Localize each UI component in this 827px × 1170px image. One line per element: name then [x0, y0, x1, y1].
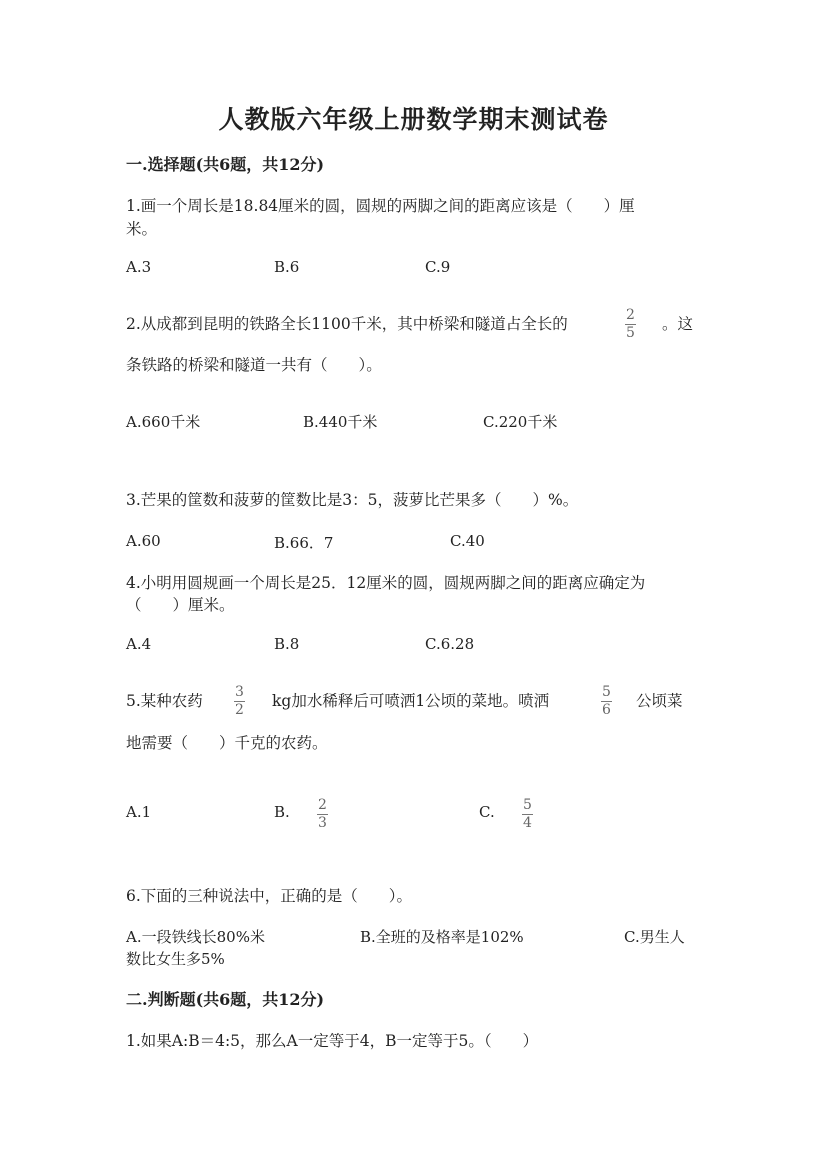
judge-1-text: 1.如果A:B＝4:5，那么A一定等于4，B一定等于5。（ ）	[126, 1032, 539, 1050]
question-6-option-b: B.全班的及格率是102%	[360, 928, 524, 946]
fraction-denominator: 6	[602, 702, 611, 718]
question-3-option-c: C.40	[450, 532, 485, 550]
question-5-option-b-fraction	[317, 798, 328, 830]
question-5-fraction-1	[234, 685, 245, 717]
question-3-option-b: B.66．7	[274, 534, 334, 552]
question-3-text: 3.芒果的筐数和菠萝的筐数比是3：5，菠萝比芒果多（ ）%。	[126, 491, 579, 509]
question-1-option-a: A.3	[126, 258, 152, 276]
page-title: 人教版六年级上册数学期末测试卷	[218, 105, 609, 134]
question-4-text-cont: （ ）厘米。	[126, 596, 235, 614]
fraction-numerator: 5	[523, 797, 532, 813]
fraction-numerator: 2	[318, 797, 327, 813]
fraction-denominator: 2	[235, 702, 244, 718]
question-1-option-b: B.6	[274, 258, 300, 276]
question-4-text: 4.小明用圆规画一个周长是25．12厘米的圆，圆规两脚之间的距离应确定为	[126, 574, 646, 592]
question-5-fraction-2	[601, 685, 612, 717]
section-heading-judge: 二.判断题(共6题，共12分)	[126, 990, 325, 1009]
question-1-option-c: C.9	[425, 258, 451, 276]
question-4-option-a: A.4	[126, 635, 152, 653]
section-heading-choice: 一.选择题(共6题，共12分)	[126, 155, 325, 174]
fraction-numerator: 3	[235, 684, 244, 700]
question-2-option-b: B.440千米	[303, 413, 378, 431]
question-6-option-a: A.一段铁线长80%米	[126, 928, 265, 946]
question-2-text-cont: 条铁路的桥梁和隧道一共有（ ）。	[126, 356, 382, 374]
question-2-text: 2.从成都到昆明的铁路全长1100千米，其中桥梁和隧道占全长的	[126, 315, 568, 333]
question-3-option-a: A.60	[126, 532, 161, 550]
question-2-text-tail: 。这	[662, 315, 694, 333]
fraction-numerator: 2	[626, 307, 635, 323]
question-5-text-tail: 公顷菜	[636, 692, 683, 710]
fraction-numerator: 5	[602, 684, 611, 700]
question-5-option-a: A.1	[126, 803, 152, 821]
question-2-fraction	[625, 308, 636, 340]
fraction-denominator: 5	[626, 325, 635, 341]
question-6-option-c-cont: 数比女生多5%	[126, 950, 225, 968]
question-4-option-b: B.8	[274, 635, 300, 653]
question-1-text-cont: 米。	[126, 220, 158, 238]
question-4-option-c: C.6.28	[425, 635, 475, 653]
question-5-option-c-label: C.	[479, 803, 495, 821]
question-5-option-c-fraction	[522, 798, 533, 830]
question-5-text-mid: kg加水稀释后可喷洒1公顷的菜地。喷洒	[272, 692, 550, 710]
question-6-option-c: C.男生人	[624, 928, 685, 946]
question-1-text: 1.画一个周长是18.84厘米的圆，圆规的两脚之间的距离应该是（ ）厘	[126, 197, 635, 215]
question-5-text: 5.某种农药	[126, 692, 203, 710]
question-2-option-a: A.660千米	[126, 413, 201, 431]
question-5-text-cont: 地需要（ ）千克的农药。	[126, 734, 328, 752]
question-6-text: 6.下面的三种说法中，正确的是（ ）。	[126, 887, 413, 905]
fraction-denominator: 4	[523, 815, 532, 831]
question-2-option-c: C.220千米	[483, 413, 558, 431]
question-5-option-b-label: B.	[274, 803, 290, 821]
fraction-denominator: 3	[318, 815, 327, 831]
